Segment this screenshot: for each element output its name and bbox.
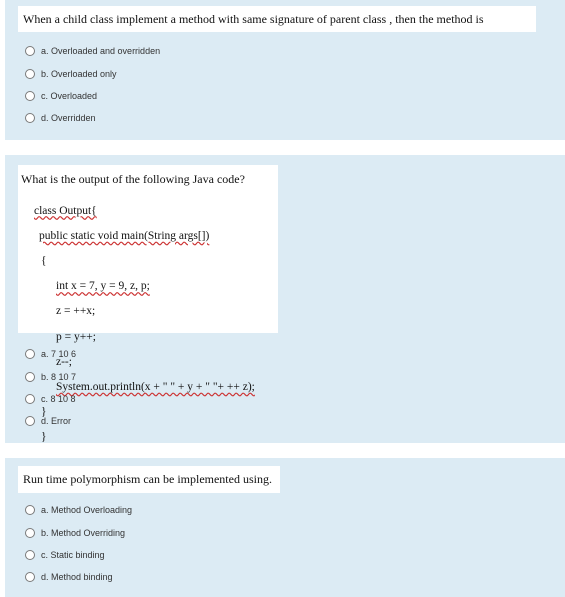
option-label: d. Error [41, 416, 72, 427]
option-label: a. 7 10 6 [41, 349, 77, 360]
code-line-3: { [41, 254, 47, 267]
options-list-2 [25, 343, 76, 433]
radio-icon[interactable] [25, 394, 35, 404]
option-label: c. 8 10 8 [41, 393, 76, 404]
code-line-6: p = y++; [56, 330, 96, 343]
option-2c[interactable] [25, 388, 76, 410]
options-list-1 [25, 40, 160, 130]
radio-icon[interactable] [25, 416, 35, 426]
option-2b[interactable] [25, 365, 76, 387]
option-label: a. Method Overloading [41, 505, 133, 516]
option-label: b. 8 10 7 [41, 371, 77, 382]
radio-icon[interactable] [25, 372, 35, 382]
option-3c[interactable] [25, 544, 132, 566]
option-1d[interactable] [25, 107, 160, 129]
options-list-3 [25, 499, 132, 589]
option-label: d. Method binding [41, 572, 113, 583]
option-1a[interactable] [25, 40, 160, 62]
code-line-10: } [41, 431, 47, 444]
option-2d[interactable] [25, 410, 76, 432]
radio-icon[interactable] [25, 349, 35, 359]
question-text-box-1 [18, 6, 536, 32]
option-3d[interactable] [25, 566, 132, 588]
radio-icon[interactable] [25, 113, 35, 123]
option-label: d. Overridden [41, 113, 96, 124]
radio-icon[interactable] [25, 550, 35, 560]
option-3b[interactable] [25, 521, 132, 543]
option-label: c. Static binding [41, 549, 105, 560]
code-line-9: } [41, 406, 47, 419]
option-2a[interactable] [25, 343, 76, 365]
option-1c[interactable] [25, 85, 160, 107]
question-panel-2 [5, 155, 565, 443]
option-label: b. Method Overriding [41, 527, 126, 538]
radio-icon[interactable] [25, 528, 35, 538]
radio-icon[interactable] [25, 572, 35, 582]
code-line-8: System.out.println(x + " " + y + " "+ ++ z); [56, 380, 255, 393]
question-panel-3 [5, 458, 565, 597]
radio-icon[interactable] [25, 505, 35, 515]
question-text-1: When a child class implement a method with same signature of parent class , then the method is [23, 12, 484, 26]
code-line-4: int x = 7, y = 9, z, p; [56, 280, 150, 293]
option-label: c. Overloaded [41, 90, 98, 101]
option-label: a. Overloaded and overridden [41, 46, 161, 57]
radio-icon[interactable] [25, 69, 35, 79]
code-line-2: public static void main(String args[]) [39, 229, 210, 242]
question-text-2: What is the output of the following Java code? [21, 172, 245, 186]
code-line-7: z--; [56, 355, 72, 368]
question-text-box-3 [18, 466, 280, 493]
option-3a[interactable] [25, 499, 132, 521]
radio-icon[interactable] [25, 46, 35, 56]
code-line-5: z = ++x; [56, 305, 96, 318]
radio-icon[interactable] [25, 91, 35, 101]
code-line-1: class Output{ [34, 204, 97, 217]
option-1b[interactable] [25, 62, 160, 84]
question-text-3: Run time polymorphism can be implemented using. [23, 472, 272, 486]
question-panel-1 [5, 0, 565, 140]
option-label: b. Overloaded only [41, 68, 117, 79]
